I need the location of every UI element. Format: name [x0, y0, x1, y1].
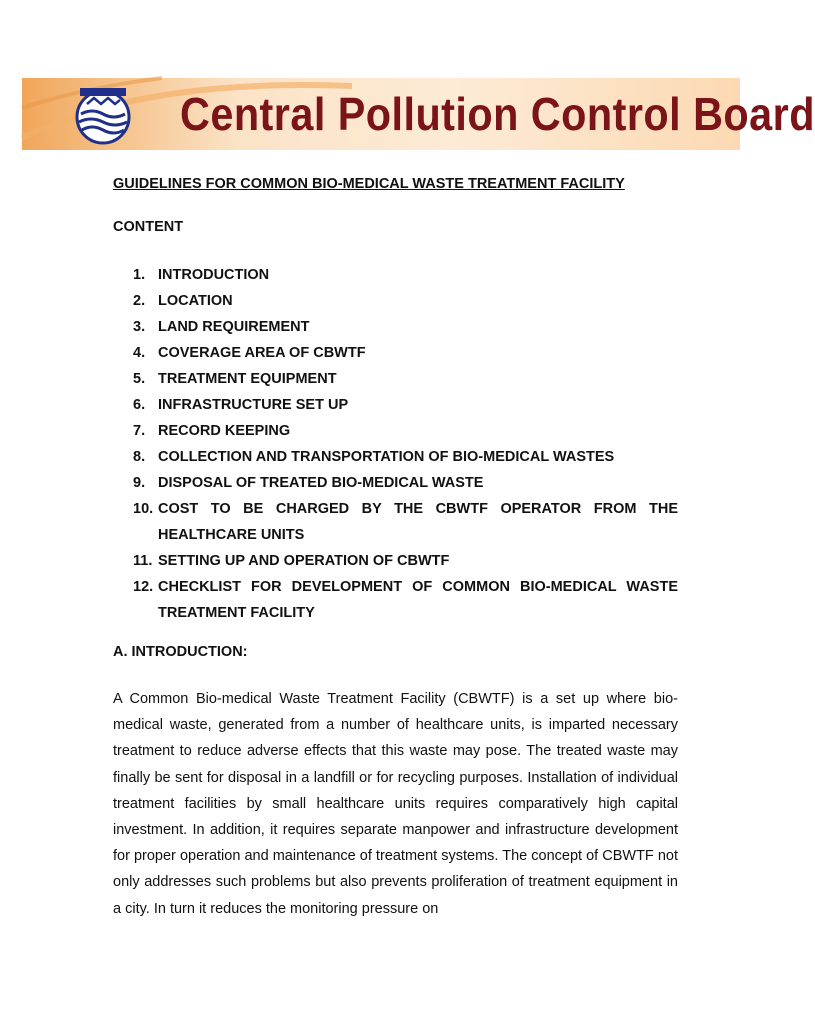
toc-text: COVERAGE AREA OF CBWTF	[158, 345, 366, 361]
toc-text: DISPOSAL OF TREATED BIO-MEDICAL WASTE	[158, 475, 484, 491]
toc-number: 2.	[133, 293, 146, 309]
toc-number: 12.	[133, 579, 154, 595]
toc-item	[133, 340, 678, 366]
table-of-contents	[133, 262, 678, 626]
section-title: A. INTRODUCTION:	[113, 644, 248, 660]
toc-item	[133, 574, 678, 626]
toc-number: 4.	[133, 345, 146, 361]
toc-item	[133, 262, 678, 288]
toc-number: 1.	[133, 267, 146, 283]
toc-item	[133, 314, 678, 340]
toc-number: 5.	[133, 371, 146, 387]
toc-text: INFRASTRUCTURE SET UP	[158, 397, 349, 413]
toc-number: 9.	[133, 475, 146, 491]
toc-text: COLLECTION AND TRANSPORTATION OF BIO-MEDICAL WASTES	[158, 449, 615, 465]
toc-number: 8.	[133, 449, 146, 465]
toc-item	[133, 418, 678, 444]
toc-item	[133, 470, 678, 496]
toc-number: 10.	[133, 501, 154, 517]
toc-text: TREATMENT EQUIPMENT	[158, 371, 337, 387]
header-banner	[22, 78, 815, 150]
organization-title: Central Pollution Control Board	[180, 88, 815, 140]
toc-number: 6.	[133, 397, 146, 413]
content-label: CONTENT	[113, 219, 184, 235]
toc-text: LOCATION	[158, 293, 233, 309]
document-heading: GUIDELINES FOR COMMON BIO-MEDICAL WASTE TREATMENT FACILITY	[113, 176, 625, 192]
toc-text: CHECKLIST FOR DEVELOPMENT OF COMMON BIO-MEDICAL WASTE TREATMENT FACILITY	[158, 579, 678, 621]
section-paragraph: A Common Bio-medical Waste Treatment Facility (CBWTF) is a set up where bio-medical waste, generated from a number of healthcare units, is imparted necessary treatment to reduce adverse effects that this waste may pose. The treated waste may finally be sent for disposal in a landfill or for recycling purposes. Installation of individual treatment facilities by small healthcare units requires comparatively high capital investment. In addition, it requires separate manpower and infrastructure development for proper operation and maintenance of treatment systems. The concept of CBWTF not only addresses such problems but also prevents proliferation of treatment equipment in a city. In turn it reduces the monitoring pressure on	[113, 691, 678, 917]
toc-item	[133, 548, 678, 574]
toc-number: 7.	[133, 423, 146, 439]
cpcb-emblem-icon	[72, 84, 134, 146]
toc-text: COST TO BE CHARGED BY THE CBWTF OPERATOR FROM THE HEALTHCARE UNITS	[158, 501, 678, 543]
toc-item	[133, 444, 678, 470]
toc-text: INTRODUCTION	[158, 267, 270, 283]
toc-number: 3.	[133, 319, 146, 335]
toc-text: SETTING UP AND OPERATION OF CBWTF	[158, 553, 450, 569]
toc-item	[133, 366, 678, 392]
toc-text: RECORD KEEPING	[158, 423, 291, 439]
toc-text: LAND REQUIREMENT	[158, 319, 310, 335]
toc-item	[133, 392, 678, 418]
toc-item	[133, 496, 678, 548]
toc-item	[133, 288, 678, 314]
toc-number: 11.	[133, 553, 153, 569]
